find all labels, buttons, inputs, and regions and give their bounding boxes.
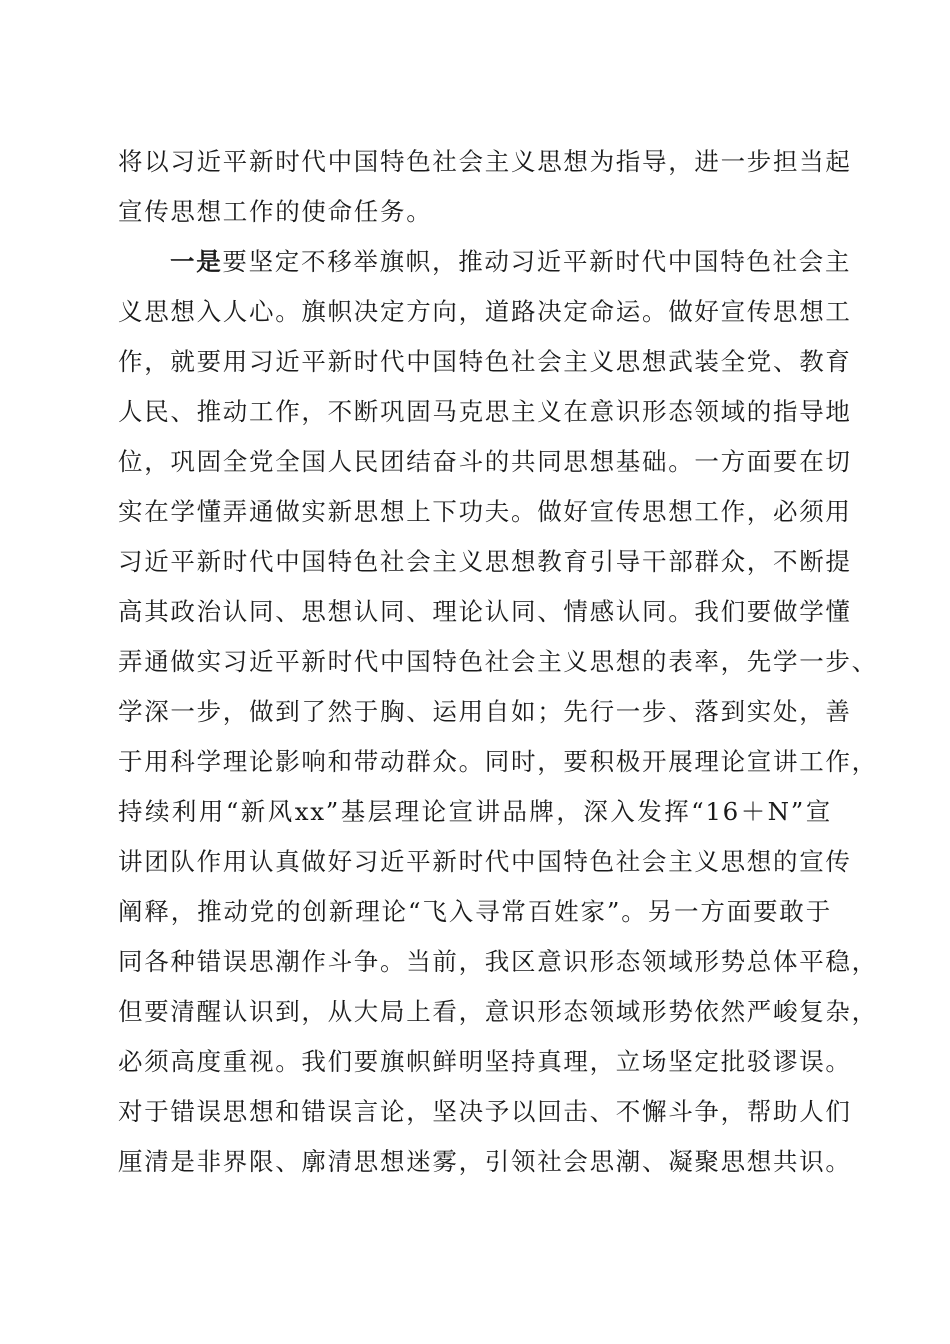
body-line: 必须高度重视。我们要旗帜鲜明坚持真理，立场坚定批驳谬误。	[118, 1047, 852, 1076]
body-line: 持续利用“新风xx”基层理论宣讲品牌，深入发挥“16＋N”宣	[118, 797, 832, 826]
section-lead-label: 一是	[170, 247, 223, 276]
body-line: 讲团队作用认真做好习近平新时代中国特色社会主义思想的宣传	[118, 847, 852, 876]
intro-line-1: 将以习近平新时代中国特色社会主义思想为指导，进一步担当起	[118, 147, 852, 176]
body-line: 弄通做实习近平新时代中国特色社会主义思想的表率，先学一步、	[118, 647, 878, 676]
body-line: 对于错误思想和错误言论，坚决予以回击、不懈斗争，帮助人们	[118, 1097, 852, 1126]
body-line: 人民、推动工作，不断巩固马克思主义在意识形态领域的指导地	[118, 397, 852, 426]
body-line: 实在学懂弄通做实新思想上下功夫。做好宣传思想工作，必须用	[118, 497, 852, 526]
body-line: 义思想入人心。旗帜决定方向，道路决定命运。做好宣传思想工	[118, 297, 852, 326]
body-line: 高其政治认同、思想认同、理论认同、情感认同。我们要做学懂	[118, 597, 852, 626]
body-line: 厘清是非界限、廓清思想迷雾，引领社会思潮、凝聚思想共识。	[118, 1147, 852, 1176]
intro-line-2: 宣传思想工作的使命任务。	[118, 197, 433, 226]
body-line: 作，就要用习近平新时代中国特色社会主义思想武装全党、教育	[118, 347, 852, 376]
body-line: 位，巩固全党全国人民团结奋斗的共同思想基础。一方面要在切	[118, 447, 852, 476]
section-first-line	[170, 242, 852, 282]
body-line: 学深一步，做到了然于胸、运用自如；先行一步、落到实处，善	[118, 697, 852, 726]
section-first-line-text: 要坚定不移举旗帜，推动习近平新时代中国特色社会主	[222, 247, 852, 276]
body-line: 于用科学理论影响和带动群众。同时，要积极开展理论宣讲工作，	[118, 747, 878, 776]
body-line: 阐释，推动党的创新理论“飞入寻常百姓家”。另一方面要敢于	[118, 897, 832, 926]
body-line: 但要清醒认识到，从大局上看，意识形态领域形势依然严峻复杂，	[118, 997, 878, 1026]
body-line: 习近平新时代中国特色社会主义思想教育引导干部群众，不断提	[118, 547, 852, 576]
body-line: 同各种错误思潮作斗争。当前，我区意识形态领域形势总体平稳，	[118, 947, 878, 976]
